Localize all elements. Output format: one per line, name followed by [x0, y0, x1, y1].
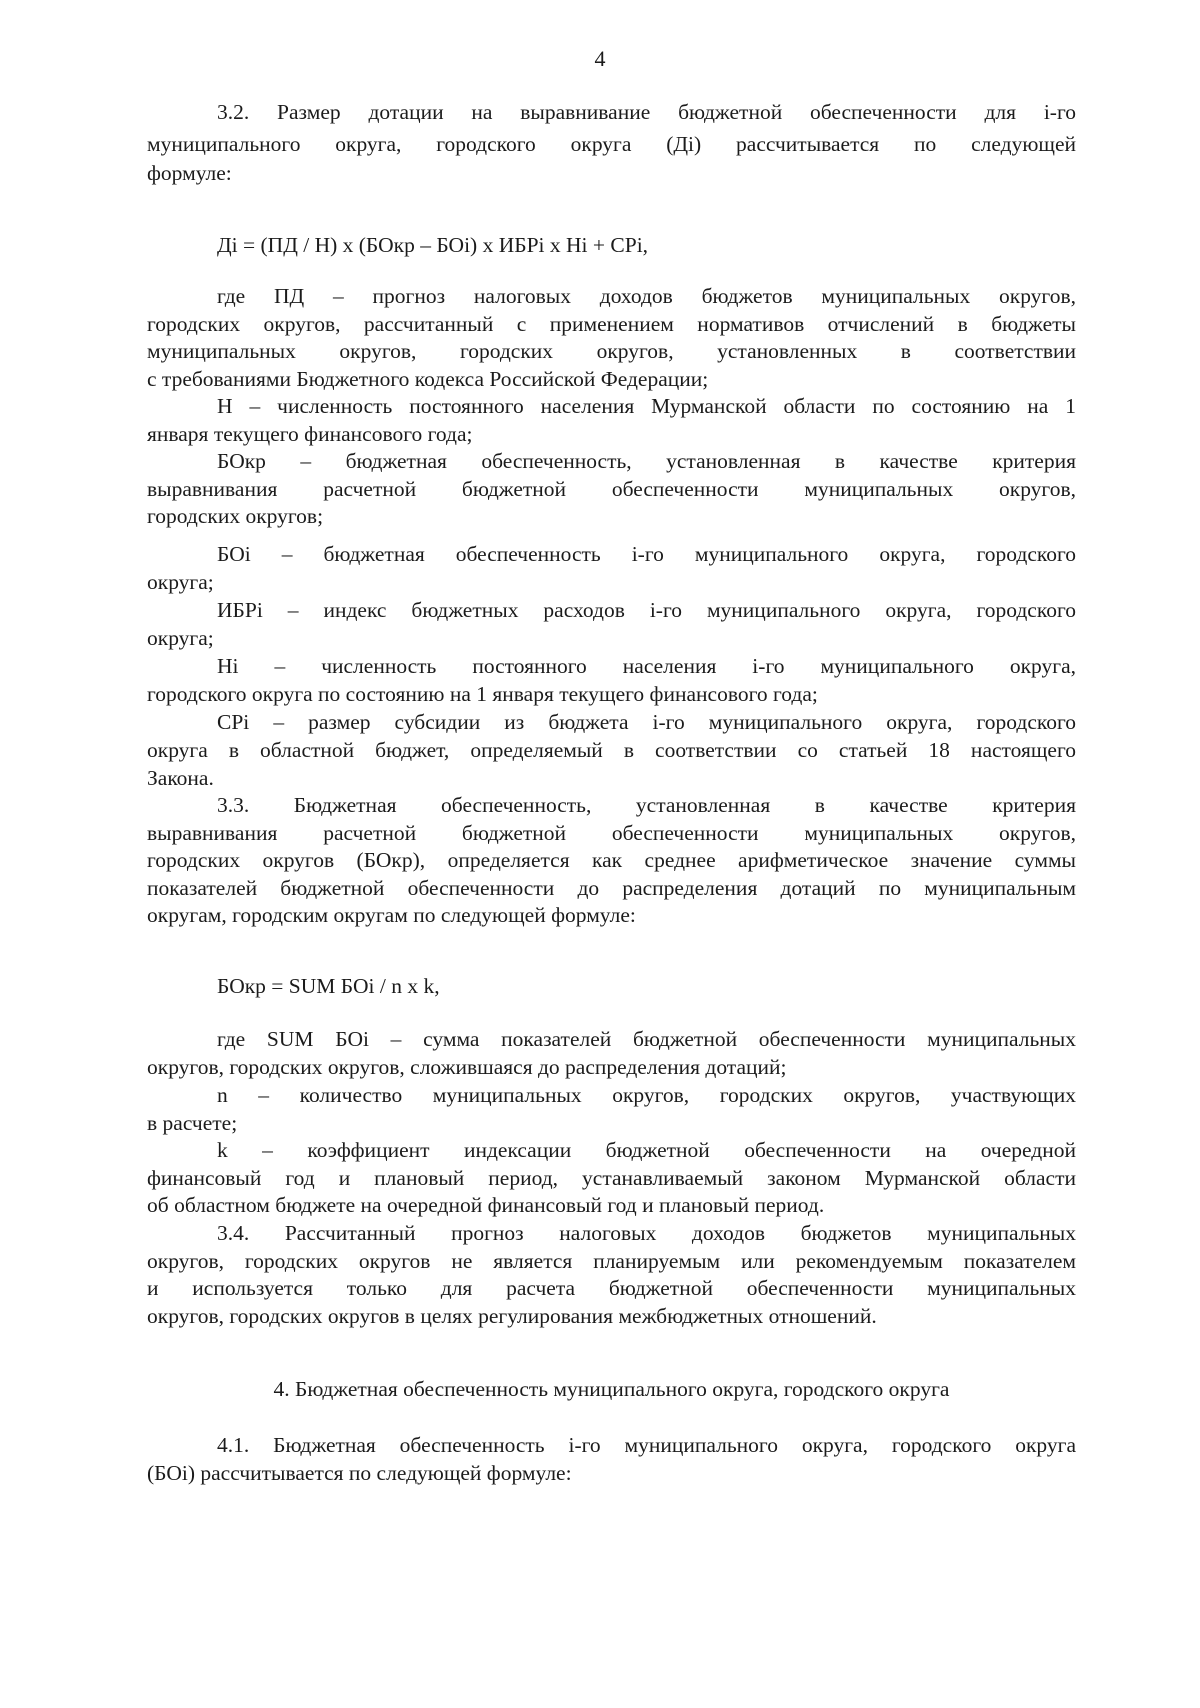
text-line: муниципальных округов, городских округов, установленных в соответствии — [147, 339, 1076, 363]
text-line: где SUM БОi – сумма показателей бюджетной обеспеченности муниципальных — [217, 1027, 1076, 1051]
text-line: округа; — [147, 570, 214, 594]
text-line: округам, городским округам по следующей формуле: — [147, 903, 636, 927]
text-line: БОкр – бюджетная обеспеченность, установленная в качестве критерия — [217, 449, 1076, 473]
text-line: округа; — [147, 626, 214, 650]
text-line: городских округов, рассчитанный с применением нормативов отчислений в бюджеты — [147, 312, 1076, 336]
text-line: финансовый год и плановый период, устанавливаемый законом Мурманской области — [147, 1166, 1076, 1190]
text-line: где ПД – прогноз налоговых доходов бюджетов муниципальных округов, — [217, 284, 1076, 308]
text-line: округов, городских округов в целях регулирования межбюджетных отношений. — [147, 1304, 877, 1328]
section-heading: 4. Бюджетная обеспеченность муниципального округа, городского округа — [273, 1377, 950, 1401]
text-line: Закона. — [147, 766, 214, 790]
text-line: 3.2. Размер дотации на выравнивание бюджетной обеспеченности для i-го — [217, 100, 1076, 124]
text-line: округа в областной бюджет, определяемый в соответствии со статьей 18 настоящего — [147, 738, 1076, 762]
text-line: n – количество муниципальных округов, городских округов, участвующих — [217, 1083, 1076, 1107]
text-line: 3.4. Рассчитанный прогноз налоговых доходов бюджетов муниципальных — [217, 1221, 1076, 1245]
text-line: показателей бюджетной обеспеченности до распределения дотаций по муниципальным — [147, 876, 1076, 900]
formula-subsidy: Дi = (ПД / Н) x (БОкр – БОi) x ИБРi x Нi + СРi, — [217, 233, 649, 257]
text-line: ИБРi – индекс бюджетных расходов i-го муниципального округа, городского — [217, 598, 1076, 622]
text-line: городских округов (БОкр), определяется как среднее арифметическое значение суммы — [147, 848, 1076, 872]
text-line: СРi – размер субсидии из бюджета i-го муниципального округа, городского — [217, 710, 1076, 734]
text-line: января текущего финансового года; — [147, 422, 473, 446]
formula-criterion: БОкр = SUM БОi / n x k, — [217, 974, 440, 998]
text-line: Н – численность постоянного населения Мурманской области по состоянию на 1 — [217, 394, 1076, 418]
text-line: с требованиями Бюджетного кодекса Российской Федерации; — [147, 367, 709, 391]
text-line: выравнивания расчетной бюджетной обеспеченности муниципальных округов, — [147, 477, 1076, 501]
text-line: в расчете; — [147, 1111, 238, 1135]
text-line: об областном бюджете на очередной финансовый год и плановый период. — [147, 1193, 825, 1217]
text-line: формуле: — [147, 161, 232, 185]
page-number: 4 — [594, 46, 606, 71]
text-line: (БОi) рассчитывается по следующей формуле: — [147, 1461, 572, 1485]
text-line: и используется только для расчета бюджетной обеспеченности муниципальных — [147, 1276, 1076, 1300]
text-line: 4.1. Бюджетная обеспеченность i-го муниципального округа, городского округа — [217, 1433, 1076, 1457]
text-line: городских округов; — [147, 504, 324, 528]
text-line: выравнивания расчетной бюджетной обеспеченности муниципальных округов, — [147, 821, 1076, 845]
text-line: 3.3. Бюджетная обеспеченность, установленная в качестве критерия — [217, 793, 1076, 817]
text-line: k – коэффициент индексации бюджетной обеспеченности на очередной — [217, 1138, 1076, 1162]
text-line: муниципального округа, городского округа (Дi) рассчитывается по следующей — [147, 132, 1076, 156]
text-line: Нi – численность постоянного населения i-го муниципального округа, — [217, 654, 1076, 678]
text-line: округов, городских округов, сложившаяся до распределения дотаций; — [147, 1055, 787, 1079]
text-line: городского округа по состоянию на 1 января текущего финансового года; — [147, 682, 818, 706]
text-line: округов, городских округов не является планируемым или рекомендуемым показателем — [147, 1249, 1076, 1273]
text-line: БОi – бюджетная обеспеченность i-го муниципального округа, городского — [217, 542, 1076, 566]
